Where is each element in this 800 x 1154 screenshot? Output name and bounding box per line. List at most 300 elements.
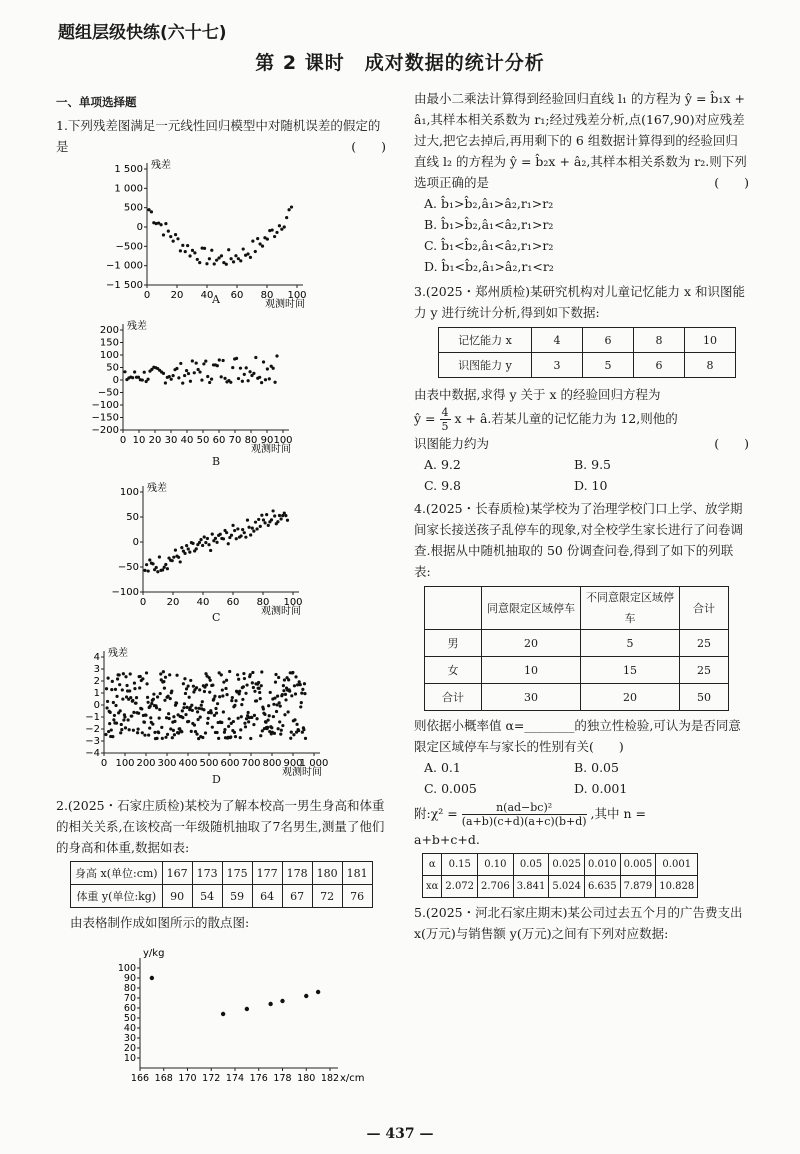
series-title: 题组层级快练(六十七) bbox=[58, 23, 227, 43]
data-point bbox=[237, 717, 240, 720]
data-point bbox=[263, 713, 266, 716]
data-point bbox=[221, 694, 224, 697]
table-row bbox=[425, 587, 729, 630]
data-point bbox=[114, 704, 117, 707]
data-point bbox=[132, 729, 135, 732]
data-point bbox=[146, 378, 149, 381]
residual-chart-a bbox=[105, 155, 335, 315]
q4-option-c[interactable]: C. 0.005 bbox=[424, 781, 477, 796]
data-point bbox=[131, 699, 134, 702]
table-cell: 175 bbox=[222, 862, 252, 885]
data-point bbox=[239, 534, 242, 537]
data-point bbox=[245, 1007, 249, 1011]
data-point bbox=[150, 702, 153, 705]
y-tick-label: 30 bbox=[123, 1033, 136, 1044]
data-point bbox=[225, 531, 228, 534]
data-point bbox=[290, 731, 293, 734]
data-point bbox=[162, 680, 165, 683]
data-point bbox=[168, 375, 171, 378]
data-point bbox=[112, 718, 115, 721]
data-point bbox=[251, 671, 254, 674]
y-tick-label: −50 bbox=[117, 562, 139, 573]
data-point bbox=[300, 692, 303, 695]
data-point bbox=[217, 737, 220, 740]
x-tick-label: 300 bbox=[157, 758, 177, 769]
data-point bbox=[167, 230, 170, 233]
data-point bbox=[259, 734, 262, 737]
data-point bbox=[188, 254, 191, 257]
data-point bbox=[293, 684, 296, 687]
data-point bbox=[128, 689, 131, 692]
x-tick-label: 1 000 bbox=[299, 758, 329, 769]
q3-options-row1 bbox=[424, 454, 749, 475]
data-point bbox=[213, 695, 216, 698]
data-point bbox=[111, 680, 114, 683]
y-tick-label: 90 bbox=[123, 973, 136, 984]
x-tick-label: 500 bbox=[199, 758, 219, 769]
lesson-title: 第 2 课时 成对数据的统计分析 bbox=[255, 52, 545, 74]
data-point bbox=[258, 691, 261, 694]
data-point bbox=[247, 526, 250, 529]
q3-option-b[interactable]: B. 9.5 bbox=[574, 457, 612, 472]
x-tick-label: 80 bbox=[260, 290, 274, 301]
q3-question: 识图能力约为 ( ) bbox=[414, 436, 749, 451]
y-tick-label: 200 bbox=[99, 325, 119, 336]
data-point bbox=[268, 1002, 272, 1006]
table-cell: 25 bbox=[680, 657, 729, 684]
table-cell: 合计 bbox=[680, 587, 729, 630]
x-tick-label: 800 bbox=[262, 758, 282, 769]
table-cell: 177 bbox=[252, 862, 282, 885]
x-tick-label: 50 bbox=[196, 435, 210, 446]
data-point bbox=[136, 731, 139, 734]
data-point bbox=[268, 377, 271, 380]
data-point bbox=[273, 235, 276, 238]
data-point bbox=[246, 252, 249, 255]
data-point bbox=[295, 723, 298, 726]
y-tick-label: 1 500 bbox=[114, 164, 143, 175]
data-point bbox=[182, 682, 185, 685]
y-tick-label: −1 bbox=[85, 712, 100, 723]
data-point bbox=[185, 706, 188, 709]
y-tick-label: 50 bbox=[106, 362, 119, 374]
data-point bbox=[181, 382, 184, 385]
data-point bbox=[161, 737, 164, 740]
data-point bbox=[273, 514, 276, 517]
data-point bbox=[233, 704, 236, 707]
data-point bbox=[300, 701, 303, 704]
data-point bbox=[240, 715, 243, 718]
data-point bbox=[198, 261, 201, 264]
q4-option-d[interactable]: D. 0.001 bbox=[574, 781, 628, 796]
data-point bbox=[202, 708, 205, 711]
data-point bbox=[214, 707, 217, 710]
data-point bbox=[110, 688, 113, 691]
data-point bbox=[227, 542, 230, 545]
data-point bbox=[225, 263, 228, 266]
data-point bbox=[167, 712, 170, 715]
data-point bbox=[304, 737, 307, 740]
x-tick-label: 60 bbox=[212, 435, 226, 446]
data-point bbox=[210, 378, 213, 381]
y-tick-label: 100 bbox=[117, 963, 136, 974]
data-point bbox=[164, 381, 167, 384]
table-cell: 0.001 bbox=[656, 854, 698, 876]
data-point bbox=[262, 518, 265, 521]
q3-option-a[interactable]: A. 9.2 bbox=[424, 457, 461, 472]
data-point bbox=[267, 718, 270, 721]
y-tick-label: 20 bbox=[123, 1043, 136, 1054]
y-tick-label: −1 000 bbox=[105, 260, 143, 272]
q4-contingency-table bbox=[424, 586, 729, 711]
data-point bbox=[242, 247, 245, 250]
data-point bbox=[208, 691, 211, 694]
data-point bbox=[284, 514, 287, 517]
x-tick-label: 600 bbox=[220, 758, 240, 769]
x-tick-label: 178 bbox=[273, 1073, 292, 1084]
q2-option-d[interactable]: D. b̂₁<b̂₂,â₁>â₂,r₁<r₂ bbox=[424, 259, 554, 274]
data-point bbox=[137, 727, 140, 730]
data-point bbox=[179, 560, 182, 563]
x-tick-label: 30 bbox=[164, 435, 178, 446]
q2-option-c[interactable]: C. b̂₁<b̂₂,â₁<â₂,r₁>r₂ bbox=[424, 238, 554, 253]
data-point bbox=[122, 672, 125, 675]
critical-value-table bbox=[422, 853, 698, 898]
table-cell: 0.15 bbox=[442, 854, 478, 876]
q2-option-b[interactable]: B. b̂₁>b̂₂,â₁<â₂,r₁>r₂ bbox=[424, 217, 554, 232]
data-point bbox=[230, 699, 233, 702]
y-tick-label: 4 bbox=[93, 652, 100, 663]
residual-chart-c bbox=[105, 478, 335, 617]
data-point bbox=[293, 718, 296, 721]
data-point bbox=[250, 716, 253, 719]
data-point bbox=[215, 259, 218, 262]
data-point bbox=[237, 678, 240, 681]
data-point bbox=[195, 686, 198, 689]
data-point bbox=[280, 228, 283, 231]
data-point bbox=[266, 367, 269, 370]
data-point bbox=[205, 683, 208, 686]
data-point bbox=[145, 671, 148, 674]
q3-after: 由表中数据,求得 y 关于 x 的经验回归方程为 bbox=[414, 387, 661, 402]
data-point bbox=[204, 731, 207, 734]
data-point bbox=[208, 257, 211, 260]
q3-table bbox=[438, 327, 736, 378]
y-axis-label: 残差 bbox=[127, 321, 147, 332]
data-point bbox=[282, 684, 285, 687]
data-point bbox=[172, 556, 175, 559]
table-cell: 5 bbox=[583, 353, 634, 378]
data-point bbox=[139, 675, 142, 678]
data-point bbox=[197, 368, 200, 371]
y-tick-label: −150 bbox=[91, 412, 119, 424]
data-point bbox=[299, 683, 302, 686]
x-tick-label: 100 bbox=[287, 290, 307, 301]
data-point bbox=[201, 544, 204, 547]
data-point bbox=[155, 706, 158, 709]
table-cell: 54 bbox=[192, 885, 222, 908]
q2-continuation: 由最小二乘法计算得到经验回归直线 l₁ 的方程为 ŷ = b̂₁x + â₁,其样本相关系数为 r₁;经过残差分析,点(167,90)对应残差过大,把它去掉后,再用剩下的 6 组数据计算得到的经验回归直线 l₂ 的方程为 ŷ = b̂₂x + â₂,其样本相关系数为 r₂.则下列选项正确的是 ( ) bbox=[414, 91, 749, 190]
data-point bbox=[274, 681, 277, 684]
data-point bbox=[204, 541, 207, 544]
table-cell: 男 bbox=[425, 630, 482, 657]
data-point bbox=[255, 527, 258, 530]
data-point bbox=[253, 714, 256, 717]
y-tick-label: 0 bbox=[93, 700, 100, 711]
data-point bbox=[260, 514, 263, 517]
data-point bbox=[291, 671, 294, 674]
data-point bbox=[162, 670, 165, 673]
data-point bbox=[111, 735, 114, 738]
data-point bbox=[193, 723, 196, 726]
data-point bbox=[195, 547, 198, 550]
data-point bbox=[297, 729, 300, 732]
data-point bbox=[237, 377, 240, 380]
data-point bbox=[163, 687, 166, 690]
data-point bbox=[143, 569, 146, 572]
data-point bbox=[156, 570, 159, 573]
y-tick-label: 2 bbox=[93, 676, 100, 687]
data-point bbox=[203, 690, 206, 693]
q4-option-a[interactable]: A. 0.1 bbox=[424, 760, 461, 775]
data-point bbox=[260, 670, 263, 673]
x-tick-label: 20 bbox=[148, 435, 162, 446]
data-point bbox=[187, 720, 190, 723]
data-point bbox=[228, 717, 231, 720]
data-point bbox=[158, 555, 161, 558]
data-point bbox=[129, 672, 132, 675]
data-point bbox=[144, 714, 147, 717]
data-point bbox=[200, 704, 203, 707]
data-point bbox=[278, 701, 281, 704]
data-point bbox=[279, 733, 282, 736]
data-point bbox=[256, 237, 259, 240]
data-point bbox=[281, 693, 284, 696]
x-tick-label: 100 bbox=[115, 758, 135, 769]
x-axis-label: 观测时间 bbox=[282, 767, 322, 778]
data-point bbox=[162, 233, 165, 236]
x-tick-label: 10 bbox=[132, 435, 146, 446]
data-point bbox=[119, 731, 122, 734]
q3-equation: ŷ = $\frac{4}{5}$ x + â.若某儿童的记忆能力为 12,则他的 bbox=[414, 406, 678, 433]
data-point bbox=[267, 524, 270, 527]
data-point bbox=[127, 718, 130, 721]
data-point bbox=[239, 259, 242, 262]
chart-c-label: C bbox=[212, 611, 221, 624]
data-point bbox=[249, 673, 252, 676]
data-point bbox=[263, 521, 266, 524]
data-point bbox=[233, 529, 236, 532]
data-point bbox=[242, 685, 245, 688]
q3-stem: 3.(2025・郑州质检)某研究机构对儿童记忆能力 x 和识图能力 y 进行统计分析,得到如下数据: bbox=[414, 284, 745, 320]
data-point bbox=[180, 546, 183, 549]
data-point bbox=[231, 366, 234, 369]
data-point bbox=[192, 685, 195, 688]
data-point bbox=[188, 551, 191, 554]
data-point bbox=[190, 730, 193, 733]
data-point bbox=[170, 378, 173, 381]
data-point bbox=[207, 543, 210, 546]
table-cell: 0.010 bbox=[584, 854, 620, 876]
q2-block bbox=[56, 795, 386, 933]
data-point bbox=[145, 682, 148, 685]
y-tick-label: 1 000 bbox=[114, 183, 143, 195]
data-point bbox=[147, 701, 150, 704]
data-point bbox=[222, 710, 225, 713]
data-point bbox=[205, 262, 208, 265]
data-point bbox=[275, 354, 278, 357]
data-point bbox=[249, 533, 252, 536]
data-point bbox=[195, 361, 198, 364]
table-cell: 4 bbox=[532, 328, 583, 353]
data-point bbox=[206, 722, 209, 725]
x-tick-label: 20 bbox=[166, 597, 180, 608]
x-tick-label: 174 bbox=[225, 1073, 245, 1084]
q3-option-c[interactable]: C. 9.8 bbox=[424, 478, 461, 493]
data-point bbox=[114, 688, 117, 691]
data-point bbox=[161, 568, 164, 571]
data-point bbox=[252, 372, 255, 375]
x-tick-label: 0 bbox=[100, 758, 108, 769]
data-point bbox=[265, 513, 268, 516]
data-point bbox=[239, 728, 242, 731]
table-cell: 178 bbox=[282, 862, 312, 885]
data-point bbox=[251, 681, 254, 684]
table-cell: 6.635 bbox=[584, 876, 620, 898]
data-point bbox=[199, 538, 202, 541]
data-point bbox=[225, 693, 228, 696]
data-point bbox=[203, 535, 206, 538]
data-point bbox=[209, 679, 212, 682]
data-point bbox=[249, 737, 252, 740]
data-point bbox=[183, 702, 186, 705]
data-point bbox=[179, 249, 182, 252]
table-cell: 0.10 bbox=[478, 854, 514, 876]
chi-square-formula-line2: a+b+c+d. bbox=[414, 832, 480, 847]
data-point bbox=[118, 683, 121, 686]
data-point bbox=[255, 717, 258, 720]
data-point bbox=[272, 367, 275, 370]
data-point bbox=[164, 736, 167, 739]
data-point bbox=[247, 720, 250, 723]
table-cell: 同意限定区域停车 bbox=[482, 587, 581, 630]
table-cell: 不同意限定区域停车 bbox=[581, 587, 680, 630]
data-point bbox=[288, 690, 291, 693]
data-point bbox=[241, 528, 244, 531]
data-point bbox=[143, 734, 146, 737]
data-point bbox=[247, 379, 250, 382]
data-point bbox=[172, 729, 175, 732]
data-point bbox=[277, 676, 280, 679]
y-tick-label: −50 bbox=[97, 387, 119, 399]
data-point bbox=[164, 676, 167, 679]
table-cell: 2.706 bbox=[478, 876, 514, 898]
data-point bbox=[266, 237, 269, 240]
data-point bbox=[292, 733, 295, 736]
y-tick-label: 3 bbox=[93, 664, 100, 675]
data-point bbox=[316, 990, 320, 994]
data-point bbox=[211, 532, 214, 535]
data-point bbox=[109, 711, 112, 714]
x-tick-label: 900 bbox=[283, 758, 303, 769]
data-point bbox=[287, 710, 290, 713]
data-point bbox=[153, 731, 156, 734]
data-point bbox=[124, 726, 127, 729]
q2-option-a[interactable]: A. b̂₁>b̂₂,â₁>â₂,r₁>r₂ bbox=[424, 196, 554, 211]
data-point bbox=[198, 541, 201, 544]
data-point bbox=[123, 715, 126, 718]
data-point bbox=[251, 527, 254, 530]
x-tick-label: 0 bbox=[139, 597, 147, 608]
data-point bbox=[198, 370, 201, 373]
data-point bbox=[207, 717, 210, 720]
data-point bbox=[260, 381, 263, 384]
data-point bbox=[210, 249, 213, 252]
y-tick-label: 500 bbox=[123, 202, 143, 214]
y-axis-label: 残差 bbox=[151, 160, 171, 171]
data-point bbox=[193, 251, 196, 254]
data-point bbox=[181, 244, 184, 247]
data-point bbox=[121, 688, 124, 691]
right-column bbox=[414, 88, 749, 944]
data-point bbox=[271, 228, 274, 231]
y-tick-label: 0 bbox=[136, 222, 143, 233]
data-point bbox=[211, 726, 214, 729]
data-point bbox=[228, 670, 231, 673]
data-point bbox=[200, 379, 203, 382]
data-point bbox=[146, 696, 149, 699]
data-point bbox=[147, 208, 150, 211]
x-tick-label: 172 bbox=[202, 1073, 221, 1084]
q3-option-d[interactable]: D. 10 bbox=[574, 478, 608, 493]
table-cell: 合计 bbox=[425, 684, 482, 711]
residual-chart-d bbox=[82, 645, 347, 778]
data-point bbox=[186, 244, 189, 247]
data-point bbox=[254, 521, 257, 524]
data-point bbox=[201, 736, 204, 739]
data-point bbox=[206, 375, 209, 378]
x-tick-label: 80 bbox=[256, 597, 270, 608]
data-point bbox=[294, 692, 297, 695]
table-cell: 10 bbox=[482, 657, 581, 684]
y-tick-label: 0 bbox=[112, 375, 119, 386]
data-point bbox=[187, 372, 190, 375]
x-axis-label: 观测时间 bbox=[265, 299, 305, 310]
data-point bbox=[218, 358, 221, 361]
data-point bbox=[123, 370, 126, 373]
data-point bbox=[134, 702, 137, 705]
y-tick-label: 100 bbox=[119, 487, 139, 498]
data-point bbox=[171, 736, 174, 739]
y-axis-label: y/kg bbox=[143, 948, 165, 959]
data-point bbox=[105, 706, 108, 709]
y-tick-label: −1 500 bbox=[105, 280, 143, 291]
table-cell: 身高 x(单位:cm) bbox=[71, 862, 163, 885]
data-point bbox=[110, 728, 113, 731]
data-point bbox=[259, 525, 262, 528]
data-point bbox=[273, 696, 276, 699]
data-point bbox=[135, 696, 138, 699]
q4-option-b[interactable]: B. 0.05 bbox=[574, 760, 619, 775]
x-tick-label: 100 bbox=[273, 435, 293, 446]
data-point bbox=[258, 376, 261, 379]
table-cell: 90 bbox=[162, 885, 192, 908]
data-point bbox=[280, 999, 284, 1003]
data-point bbox=[255, 699, 258, 702]
data-point bbox=[105, 687, 108, 690]
chi-square-formula: 附:χ² = $\frac{\text{n(ad−bc)²}}{(a+b)(c+d)(a+c)(b+d)}$ ,其中 n = bbox=[414, 801, 646, 828]
y-tick-label: 60 bbox=[123, 1003, 136, 1014]
